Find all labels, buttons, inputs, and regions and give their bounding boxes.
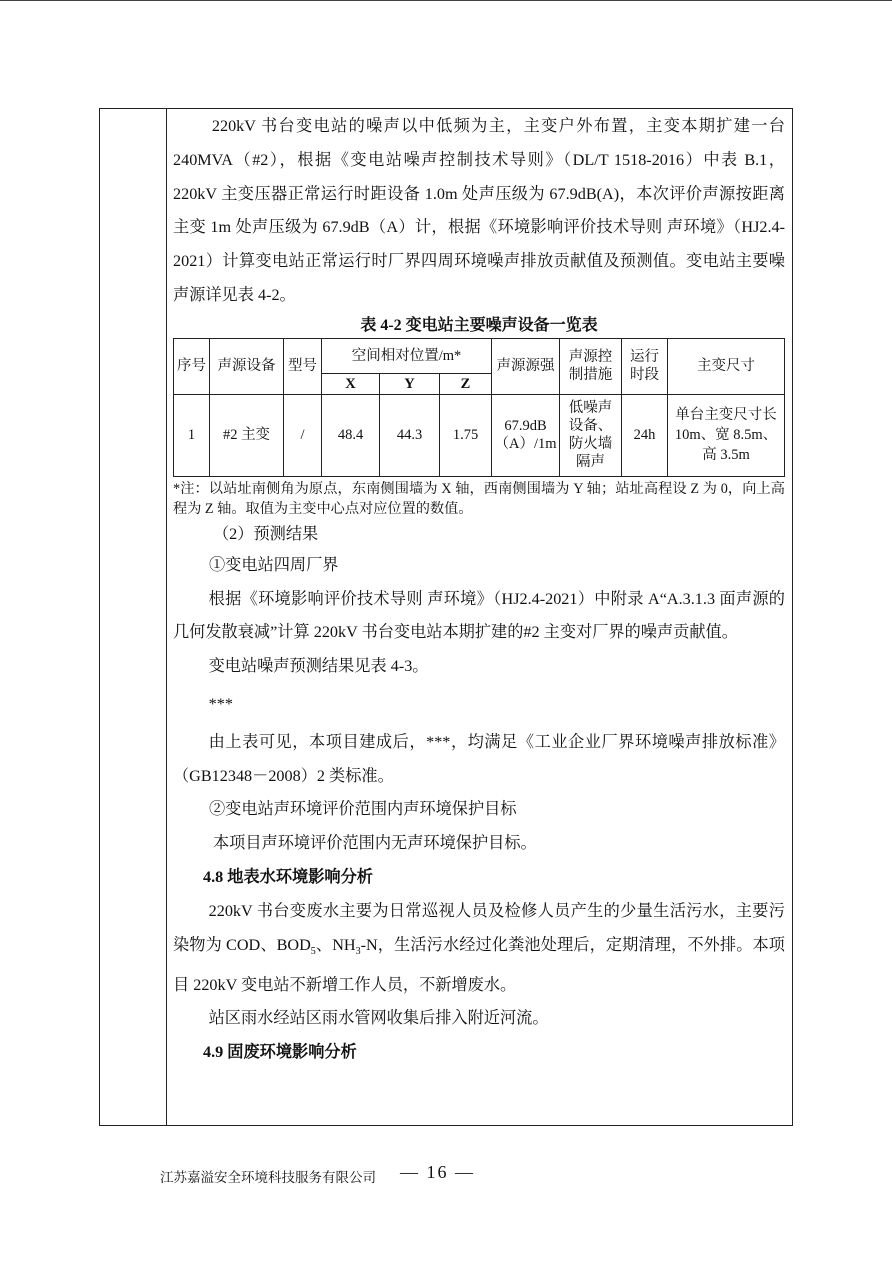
header-z: Z [440,373,492,394]
prediction-heading: （2）预测结果 [213,524,319,543]
paragraph-noise-source: 220kV 书台变电站的噪声以中低频为主，主变户外布置，主变本期扩建一台 240MVA（#2），根据《变电站噪声控制技术导则》（DL/T 1518-2016）中表 B.1，220kV 主变压器正常运行时距设备 1.0m 处声压级为 67.9dB(A)，本次评价声源按距离主变 1m 处声压级为 67.9dB（A）计，根据《环境影响评价技术导则 声环境》（HJ2.4-2021）计算变电站正常运行时厂界四周环境噪声排放贡献值及预测值。变电站主要噪声源详见表 4-2。 [173,117,785,304]
paragraph-wastewater: 220kV 书台变废水主要为日常巡视人员及检修人员产生的少量生活污水，主要污染物为 COD、$BOD_5$、$NH_3-N$，生活污水经过化粪池处理后，定期清理，不外排。本项目 220kV 变电站不新增工作人员，不新增废水。 [173,901,785,994]
cell-seq: 1 [174,394,210,476]
cell-source: #2 主变 [210,394,284,476]
paragraph-no-target: 本项目声环境评价范围内无声环境保护目标。 [213,834,537,853]
header-seq: 序号 [174,338,210,394]
page-footer [0,1164,892,1194]
frame-column-divider [166,109,167,1125]
table-note: *注：以站址南侧角为原点，东南侧围墙为 X 轴，西南侧围墙为 Y 轴；站址高程设 Z 为 0，向上高程为 Z 轴。取值为主变中心点对应位置的数值。 [173,480,785,517]
header-control: 声源控制措施 [560,338,622,394]
header-model: 型号 [284,338,322,394]
cell-x: 48.4 [322,394,380,476]
paragraph-conclusion: 由上表可见，本项目建成后，***，均满足《工业企业厂界环境噪声排放标准》（GB12348－2008）2 类标准。 [173,732,785,785]
header-position: 空间相对位置/m* [322,338,492,373]
cell-model: / [284,394,322,476]
paragraph-placeholder: *** [208,694,233,713]
table-title: 表 4-2 变电站主要噪声设备一览表 [360,316,598,334]
cell-size: 单台主变尺寸长 10m、宽 8.5m、高 3.5m [668,394,785,476]
cell-period: 24h [622,394,668,476]
top-rule [0,0,892,1]
header-x: X [322,373,380,394]
cell-y: 44.3 [380,394,440,476]
noise-equipment-table [173,338,785,477]
paragraph-method: 根据《环境影响评价技术导则 声环境》（HJ2.4-2021）中附录 A“A.3.1.3 面声源的几何发散衰减”计算 220kV 书台变电站本期扩建的#2 主变对厂界的噪声贡献值。 [173,589,785,642]
paragraph-rainwater: 站区雨水经站区雨水管网收集后排入附近河流。 [208,1009,549,1028]
paragraph-results-ref: 变电站噪声预测结果见表 4-3。 [208,657,429,676]
section-heading-4-9: 4.9 固废环境影响分析 [203,1043,357,1062]
footer-company: 江苏嘉溢安全环境科技服务有限公司 [160,1170,376,1185]
cell-strength: 67.9dB（A）/1m [492,394,560,476]
header-y: Y [380,373,440,394]
cell-control: 低噪声设备、防火墙隔声 [560,394,622,476]
subheading-protection: ②变电站声环境评价范围内声环境保护目标 [209,800,517,819]
header-strength: 声源源强 [492,338,560,394]
page-number: — 16 — [400,1162,475,1182]
header-source: 声源设备 [210,338,284,394]
table-header-row [174,338,785,373]
header-period: 运行时段 [622,338,668,394]
table-row [174,394,785,476]
subheading-boundary: ①变电站四周厂界 [209,555,339,574]
page-content [173,110,785,1070]
header-size: 主变尺寸 [668,338,785,394]
section-heading-4-8: 4.8 地表水环境影响分析 [203,867,373,886]
cell-z: 1.75 [440,394,492,476]
